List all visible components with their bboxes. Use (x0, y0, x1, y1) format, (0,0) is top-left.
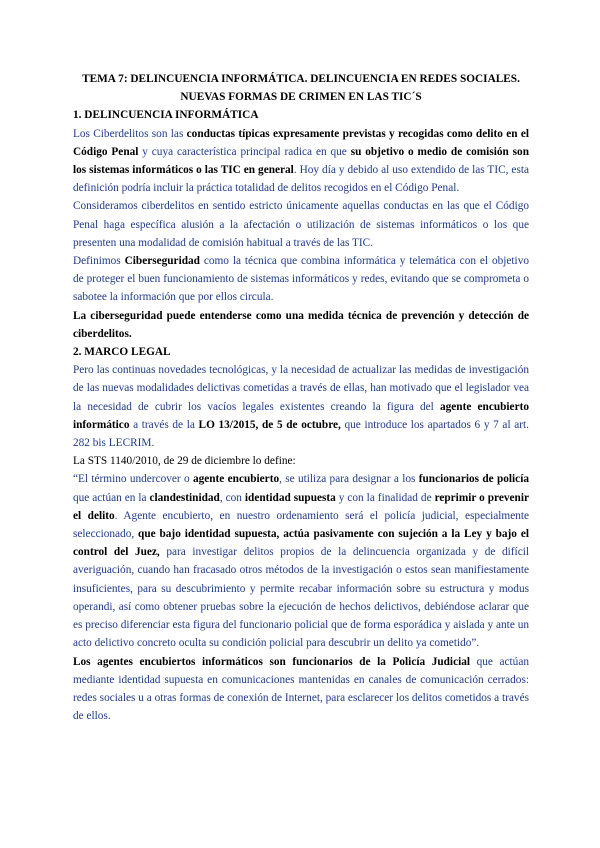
bold-run: conductas típicas expresamente previstas y recogidas como delito en el Código Penal (73, 127, 529, 158)
section-1-heading: 1. DELINCUENCIA INFORMÁTICA (73, 109, 259, 122)
section-1-paragraph-2: Consideramos ciberdelitos en sentido estricto únicamente aquellas conductas en las que el Código Penal haga específica alusión a la afectación o utilización de sistemas informáticos o los que presenten una modalidad de comisión habitual a través de las TIC. (73, 200, 529, 249)
bold-run: LO 13/2015, de 5 de octubre, (198, 418, 341, 431)
bold-run: identidad supuesta (244, 491, 336, 504)
section-2-paragraph-3 (73, 653, 529, 726)
document-title-line-2: NUEVAS FORMAS DE CRIMEN EN LAS TIC´S (180, 91, 422, 104)
text-run: Los Ciberdelitos son las (73, 127, 187, 140)
text-run: Pero las continuas novedades tecnológicas, y la necesidad de actualizar las medidas de investigación de las nuevas modalidades delictivas cometidas a través de ellas, han motivado que el legislador vea la necesidad de cubrir los vacíos legales existentes creando la figura del (73, 364, 529, 413)
section-2-paragraph-1 (73, 361, 529, 452)
document-title-line-1: TEMA 7: DELINCUENCIA INFORMÁTICA. DELINCUENCIA EN REDES SOCIALES. (82, 73, 520, 85)
text-run: y cuya característica principal radica en que (138, 145, 351, 158)
bold-run: Ciberseguridad (124, 255, 200, 268)
text-run: Definimos (73, 255, 125, 268)
bold-run: reprimir o prevenir el delito (73, 491, 529, 522)
section-1-paragraph-1 (73, 125, 529, 198)
text-run: . Hoy día y debido al uso extendido de las TIC, esta definición podría incluir la práctica totalidad de delitos recogidos en el Código Penal. (73, 164, 529, 195)
section-2-heading: 2. MARCO LEGAL (73, 346, 171, 359)
bold-run: clandestinidad (149, 491, 220, 504)
section-1-paragraph-3 (73, 252, 529, 307)
bold-run: su objetivo o medio de comisión son los sistemas informáticos o las TIC en general (73, 145, 529, 177)
text-run: a través de la (129, 418, 199, 431)
section-2-quote (73, 470, 529, 652)
section-2-paragraph-2: La STS 1140/2010, de 29 de diciembre lo define: (73, 455, 296, 468)
text-run: , con (219, 491, 245, 504)
bold-run: funcionarios de policía (418, 473, 529, 486)
bold-run: Los agentes encubiertos informáticos son funcionarios de la Policía Judicial (73, 655, 471, 668)
document-body (73, 70, 529, 725)
section-1-paragraph-4: La ciberseguridad puede entenderse como una medida técnica de prevención y detección de ciberdelitos. (73, 309, 529, 340)
text-run: y con la finalidad de (335, 491, 435, 504)
text-run: que introduce los apartados 6 y 7 al art. 282 bis LECRIM. (73, 418, 529, 450)
text-run: como la técnica que combina informática y telemática con el objetivo de proteger el buen funcionamiento de sistemas informáticos y redes, evitando que se comprometa o sabotee la información que por ellos circula. (73, 255, 529, 304)
text-run: “El término undercover o (73, 473, 193, 486)
text-run: . Agente encubierto, en nuestro ordenamiento será el policía judicial, especialmente seleccionado, (73, 509, 530, 541)
bold-run: agente encubierto informático (73, 400, 529, 431)
bold-run: que bajo identidad supuesta, actúa pasivamente con sujeción a la Ley y bajo el control del Juez, (73, 528, 529, 559)
text-run: que actúan en la (73, 491, 150, 504)
text-run: que actúan mediante identidad supuesta en comunicaciones mantenidas en canales de comunicación cerrados: redes sociales u a otras formas de conexión de Internet, para esclarecer los delitos cometidos a través de ellos. (73, 655, 529, 723)
text-run: para investigar delitos propios de la delincuencia organizada y de difícil averiguación, cuando han fracasado otros métodos de la investigación o estos sean manifiestamente insuficientes, para su descubrimiento y permite recabar información sobre su estructura y modus operandi, así como obtener pruebas sobre la ejecución de hechos delictivos, debiéndose aclarar que es preciso diferenciar esta figura del funcionario policial que de forma esporádica y aislada y ante un acto delictivo concreto oculta su condición policial para descubrir un delito ya cometido”. (73, 546, 529, 650)
bold-run: agente encubierto (192, 473, 280, 486)
text-run: , se utiliza para designar a los (279, 473, 419, 486)
